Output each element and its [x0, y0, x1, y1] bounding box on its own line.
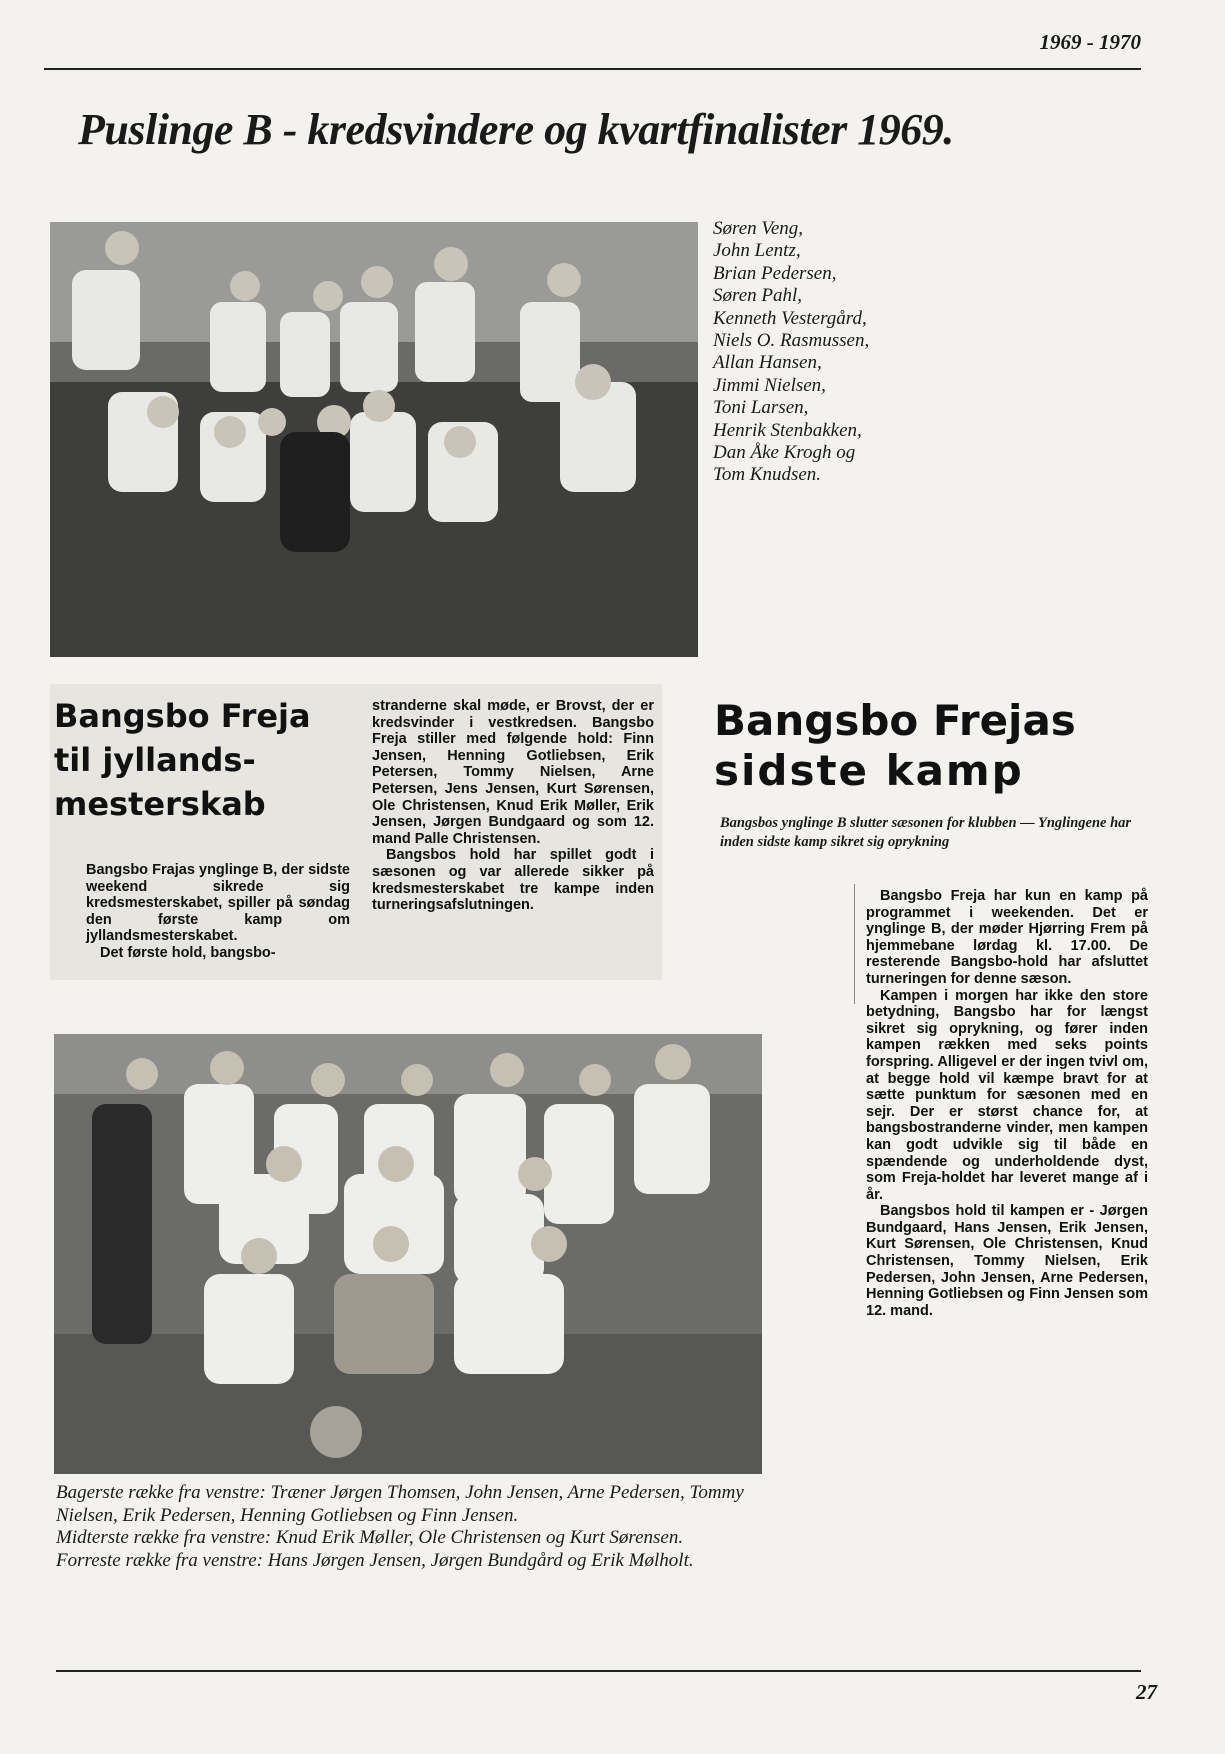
team-photo-top: [50, 222, 698, 657]
header-year-range: 1969 - 1970: [1039, 30, 1141, 54]
body-paragraph: stranderne skal møde, er Brovst, der er kredsvinder i vestkredsen. Bangsbo Freja stiller med følgende hold: Finn Jensen, Henning Gotliebsen, Erik Petersen, Tommy Nielsen, Arne Petersen, Jens Jensen, Kurt Sørensen, Ole Christensen, Knud Erik Møller, Erik Jensen, Jørgen Bundgaard og som 12. mand Palle Christensen.: [372, 698, 654, 847]
clipping-heading: [54, 694, 311, 826]
name-line: Jimmi Nielsen,: [713, 374, 826, 396]
heading-line: til jyllands-: [54, 741, 256, 779]
bottom-photo-caption: [56, 1482, 776, 1572]
caption-line: Bagerste række fra venstre: Træner Jørgen Thomsen, John Jensen, Arne Pedersen, Tommy Nielsen, Erik Pedersen, Henning Gotliebsen og Finn Jensen.: [56, 1482, 744, 1526]
page-title: Puslinge B - kredsvindere og kvartfinalister 1969.: [78, 105, 954, 154]
body-paragraph: Bangsbo Freja har kun en kamp på programmet i weekenden. Det er ynglinge B, der møder Hjørring Frem på hjemmebane lørdag kl. 17.00. De resterende Bangsbo-hold har afsluttet turneringen for denne sæson.: [866, 888, 1148, 987]
lead-paragraph: Bangsbo Frajas ynglinge B, der sidste weekend sikrede sig kredsmesterskabet, spiller på søndag den første kamp om jyllandsmesterskabet.: [86, 862, 350, 945]
clipping-body: [866, 888, 1148, 1319]
name-line: John Lentz,: [713, 240, 801, 262]
name-line: Henrik Stenbakken,: [713, 419, 862, 441]
name-line: Søren Veng,: [713, 218, 804, 239]
heading-line: sidste kamp: [714, 746, 1024, 795]
name-line: Allan Hansen,: [713, 352, 822, 374]
clipping-subheading: Bangsbos ynglinge B slutter sæsonen for klubben — Ynglingene har inden sidste kamp sikret sig oprykning: [720, 815, 1132, 850]
name-line: Niels O. Rasmussen,: [713, 330, 870, 352]
name-line: Tom Knudsen.: [713, 464, 822, 486]
team-photo-bottom: [54, 1034, 762, 1474]
name-line: Søren Pahl,: [713, 285, 803, 307]
body-paragraph: Det første hold, bangsbo-: [100, 944, 276, 961]
name-line: Toni Larsen,: [713, 397, 809, 419]
name-line: Kenneth Vestergård,: [713, 307, 867, 329]
name-line: Dan Åke Krogh og: [713, 442, 856, 464]
top-photo-names: [713, 218, 869, 487]
page-number: 27: [1136, 1680, 1157, 1704]
footer-rule: [56, 1670, 1141, 1672]
heading-line: mesterskab: [54, 785, 266, 823]
header-rule: [44, 68, 1141, 70]
body-paragraph: Bangsbos hold til kampen er - Jørgen Bundgaard, Hans Jensen, Erik Jensen, Kurt Sørensen, Ole Christensen, Knud Christensen, Tommy Nielsen, Erik Pedersen, John Jensen, Arne Pedersen, Henning Gotliebsen og Finn Jensen som 12. mand.: [866, 1203, 1148, 1319]
body-paragraph: Kampen i morgen har ikke den store betydning, Bangsbo har for længst sikret sig oprykning, og fører inden kampen rækken med seks points forspring. Alligevel er der ingen tvivl om, at begge hold vil kæmpe bravt for at sætte punktum for sæsonen med en sejr. Der er størst chance for, at bangsbostranderne vinder, men kampen kan godt udvikle sig til både en spændende og underholdende dyst, som Freja-holdet har leveret mange af i år.: [866, 987, 1148, 1203]
heading-line: Bangsbo Frejas: [714, 696, 1076, 745]
clipping-heading: [714, 696, 1076, 796]
heading-line: Bangsbo Freja: [54, 697, 311, 735]
column-rule: [854, 884, 855, 1004]
body-paragraph: Bangsbos hold har spillet godt i sæsonen og var allerede sikker på kredsmesterskabet tre kampe inden turneringsafslutningen.: [372, 847, 654, 914]
caption-line: Midterste række fra venstre: Knud Erik Møller, Ole Christensen og Kurt Sørensen.: [56, 1527, 684, 1548]
clipping-column-2: [372, 698, 654, 914]
caption-line: Forreste række fra venstre: Hans Jørgen Jensen, Jørgen Bundgård og Erik Mølholt.: [56, 1549, 694, 1571]
clipping-column-1: [86, 862, 350, 962]
name-line: Brian Pedersen,: [713, 262, 837, 284]
